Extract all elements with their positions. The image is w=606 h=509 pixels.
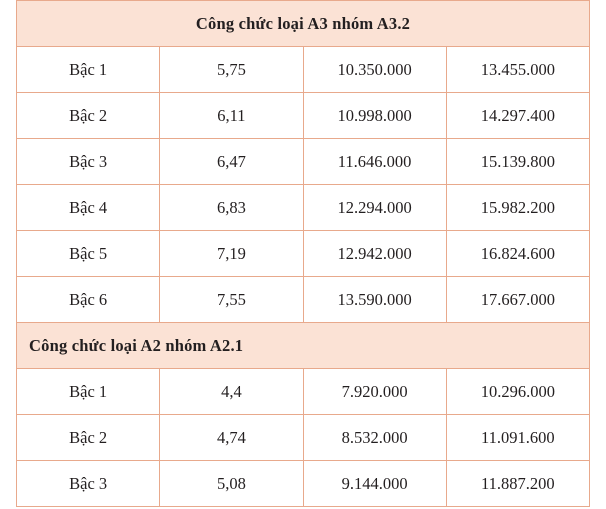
coefficient-cell: 7,19 bbox=[160, 231, 303, 277]
table-row bbox=[17, 185, 590, 231]
rank-cell: Bậc 2 bbox=[17, 93, 160, 139]
coefficient-cell: 6,83 bbox=[160, 185, 303, 231]
salary-cell: 13.590.000 bbox=[303, 277, 446, 323]
salary-table bbox=[16, 0, 590, 507]
table-row bbox=[17, 415, 590, 461]
salary-cell: 10.350.000 bbox=[303, 47, 446, 93]
table-row bbox=[17, 93, 590, 139]
coefficient-cell: 7,55 bbox=[160, 277, 303, 323]
salary-cell: 12.942.000 bbox=[303, 231, 446, 277]
total-cell: 11.091.600 bbox=[446, 415, 589, 461]
salary-cell: 7.920.000 bbox=[303, 369, 446, 415]
salary-cell: 11.646.000 bbox=[303, 139, 446, 185]
total-cell: 15.139.800 bbox=[446, 139, 589, 185]
salary-cell: 10.998.000 bbox=[303, 93, 446, 139]
coefficient-cell: 4,4 bbox=[160, 369, 303, 415]
total-cell: 17.667.000 bbox=[446, 277, 589, 323]
rank-cell: Bậc 1 bbox=[17, 369, 160, 415]
total-cell: 16.824.600 bbox=[446, 231, 589, 277]
coefficient-cell: 5,75 bbox=[160, 47, 303, 93]
section-header-label: Công chức loại A2 nhóm A2.1 bbox=[17, 323, 590, 369]
table-row bbox=[17, 369, 590, 415]
coefficient-cell: 5,08 bbox=[160, 461, 303, 507]
rank-cell: Bậc 6 bbox=[17, 277, 160, 323]
rank-cell: Bậc 3 bbox=[17, 461, 160, 507]
total-cell: 10.296.000 bbox=[446, 369, 589, 415]
salary-cell: 12.294.000 bbox=[303, 185, 446, 231]
table-row bbox=[17, 277, 590, 323]
section-header-label: Công chức loại A3 nhóm A3.2 bbox=[17, 1, 590, 47]
table-row bbox=[17, 461, 590, 507]
section-header-row bbox=[17, 1, 590, 47]
total-cell: 11.887.200 bbox=[446, 461, 589, 507]
salary-cell: 9.144.000 bbox=[303, 461, 446, 507]
coefficient-cell: 4,74 bbox=[160, 415, 303, 461]
rank-cell: Bậc 5 bbox=[17, 231, 160, 277]
table-row bbox=[17, 139, 590, 185]
rank-cell: Bậc 3 bbox=[17, 139, 160, 185]
salary-cell: 8.532.000 bbox=[303, 415, 446, 461]
table-row bbox=[17, 47, 590, 93]
rank-cell: Bậc 1 bbox=[17, 47, 160, 93]
table-row bbox=[17, 231, 590, 277]
total-cell: 15.982.200 bbox=[446, 185, 589, 231]
section-header-row bbox=[17, 323, 590, 369]
coefficient-cell: 6,47 bbox=[160, 139, 303, 185]
total-cell: 14.297.400 bbox=[446, 93, 589, 139]
salary-table-body bbox=[17, 1, 590, 507]
rank-cell: Bậc 2 bbox=[17, 415, 160, 461]
total-cell: 13.455.000 bbox=[446, 47, 589, 93]
coefficient-cell: 6,11 bbox=[160, 93, 303, 139]
rank-cell: Bậc 4 bbox=[17, 185, 160, 231]
